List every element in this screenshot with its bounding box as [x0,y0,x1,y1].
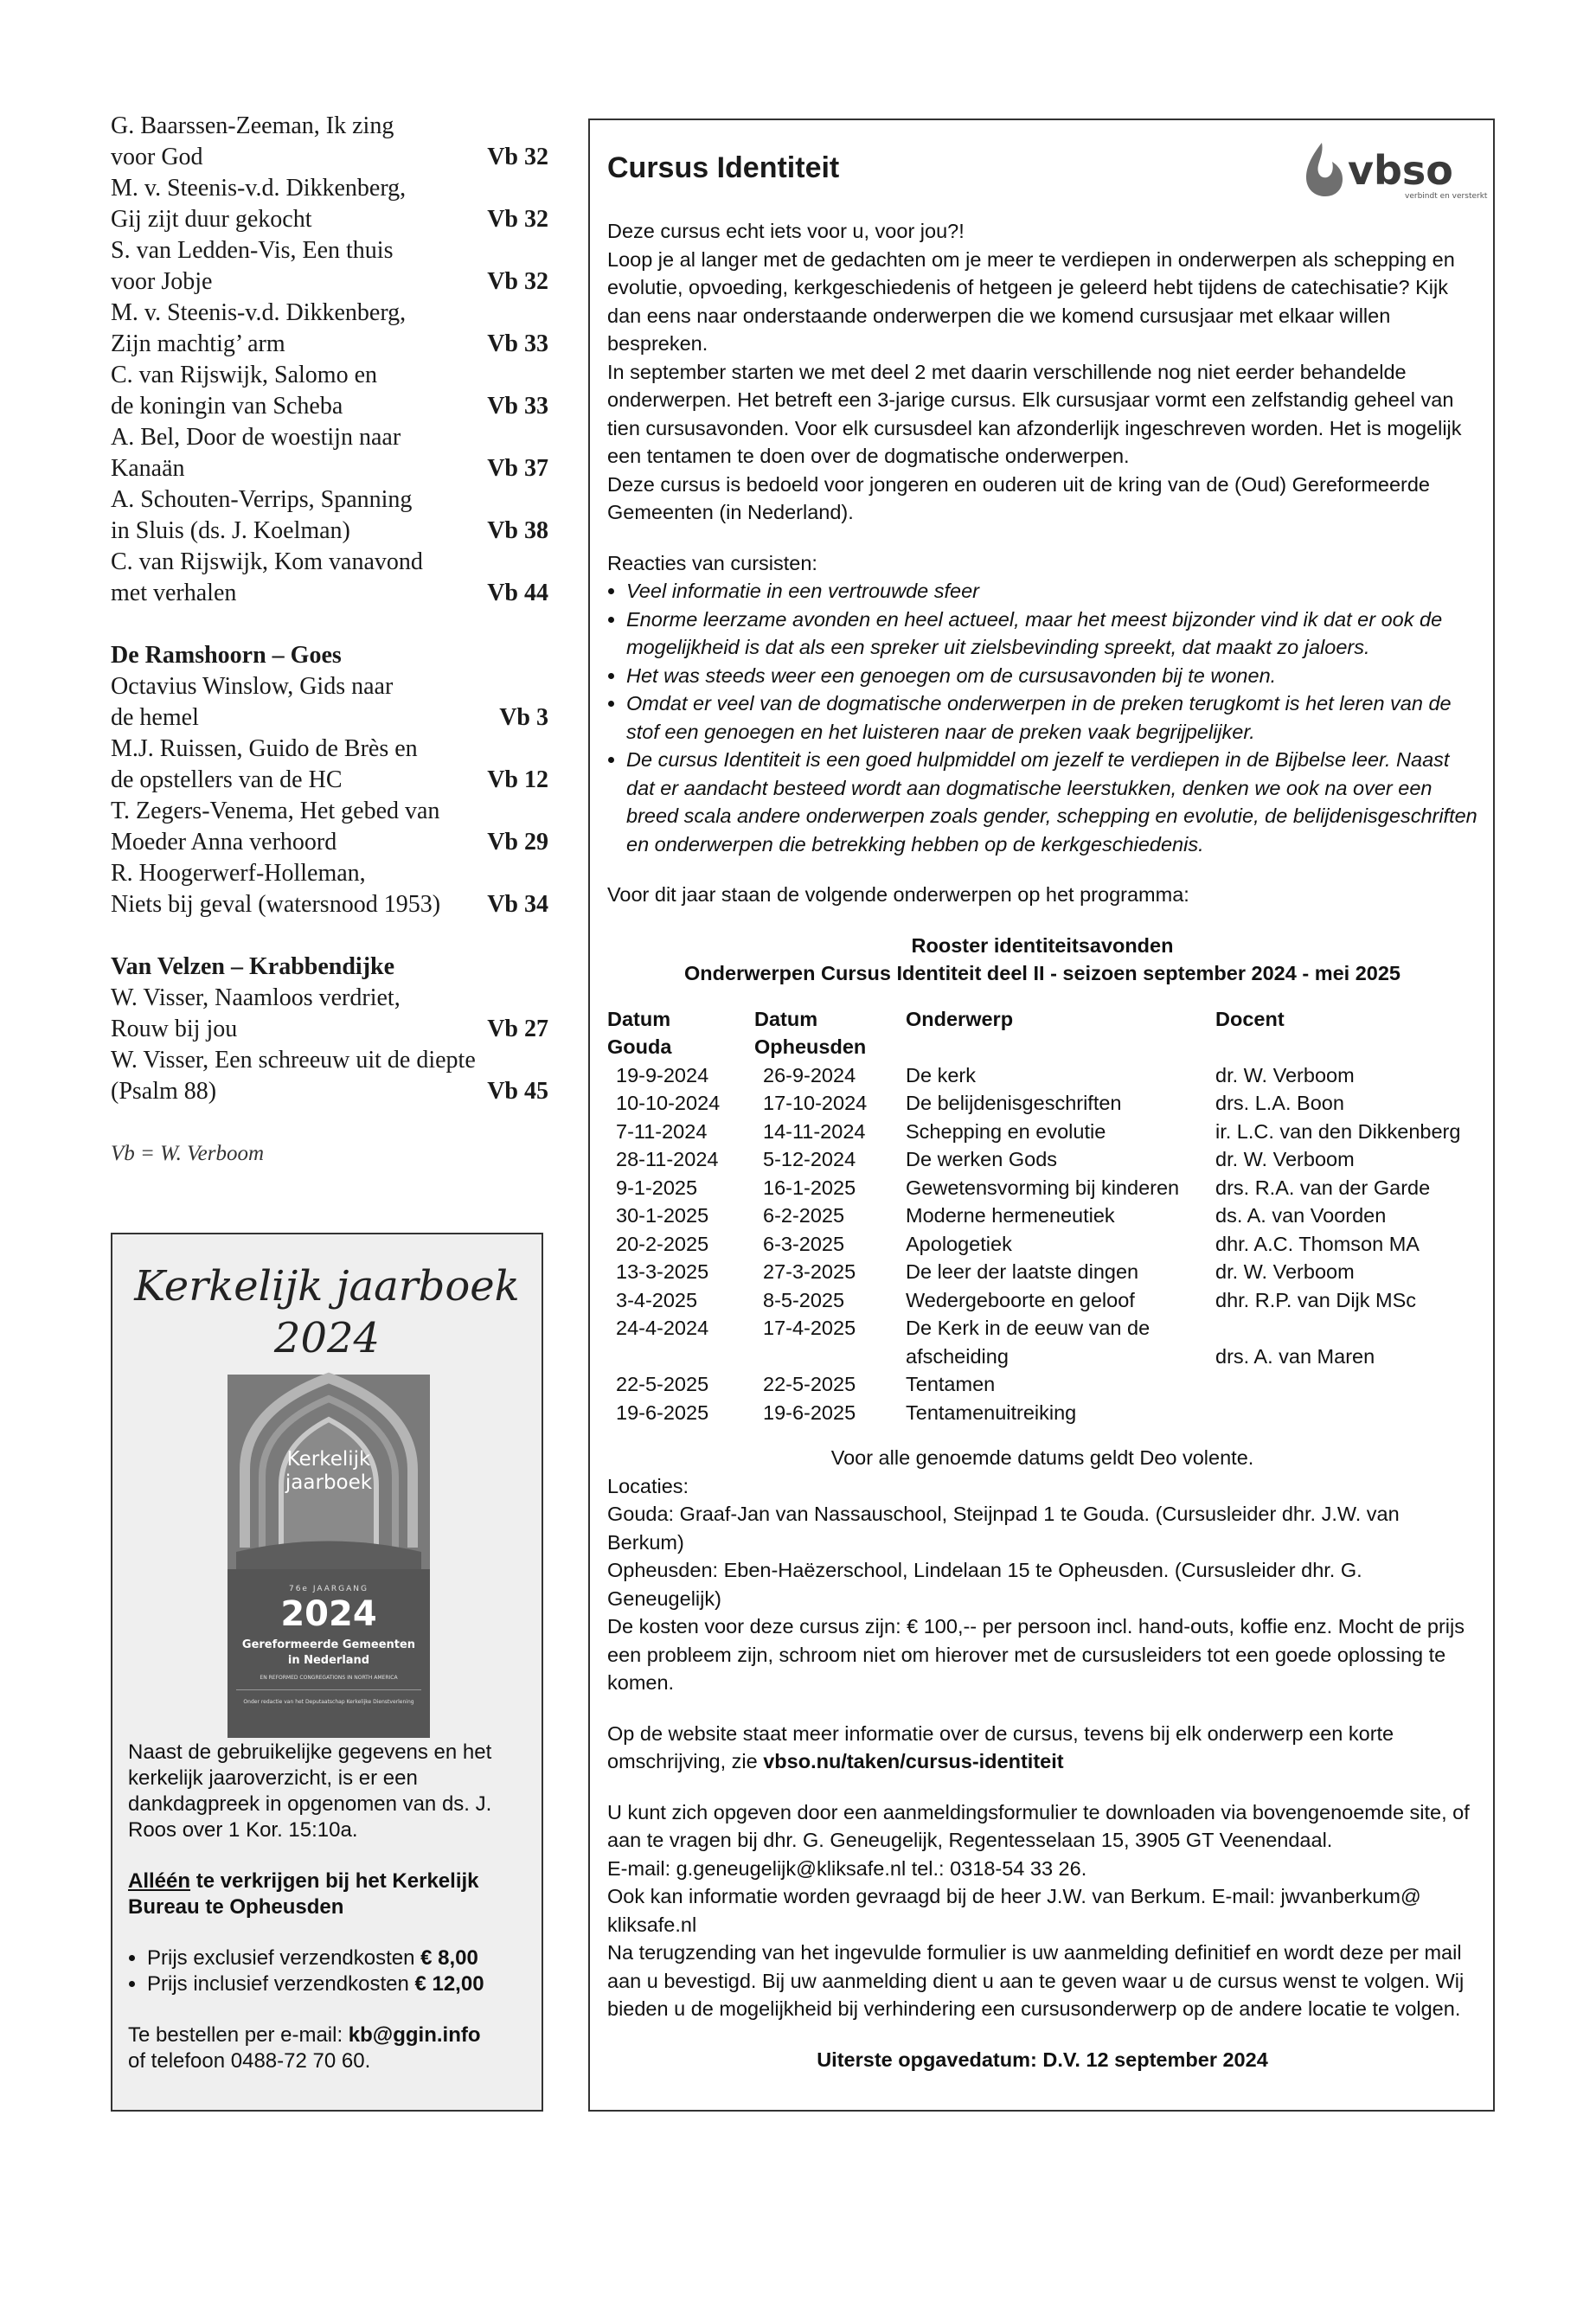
cell-topic: Schepping en evolutie [906,1119,1106,1143]
cell-date-gouda: 7-11-2024 [616,1119,708,1143]
book-reference: Vb 34 [487,891,548,918]
cell-teacher: drs. L.A. Boon [1215,1092,1344,1114]
cell-date-gouda: 10-10-2024 [616,1092,721,1114]
cell-topic: De leer der laatste dingen [906,1260,1139,1283]
website-info [607,1720,1477,1776]
schedule-title: Rooster identiteitsavonden [911,933,1174,957]
price-value: € 12,00 [414,1972,484,1996]
cell-teacher: ir. L.C. van den Dikkenberg [1215,1119,1461,1143]
yearbook-advertisement [111,1233,543,2112]
group-title-van-velzen: Van Velzen – Krabbendijke [111,953,395,980]
book-reference: Vb 38 [487,517,548,544]
vbso-logo-text: vbso [1348,147,1453,194]
book-entry [111,796,548,858]
book-entry [111,173,548,235]
book-title: Octavius Winslow, Gids naar de hemel [111,673,394,731]
table-row [607,1061,1481,1090]
book-title: R. Hoogerwerf-Holleman, Niets bij geval (watersnood 1953) [111,860,441,918]
cell-date-opheusden: 16-1-2025 [763,1176,856,1199]
reactions-title: Reacties van cursisten: [607,551,817,574]
book-reference: Vb 27 [487,1016,548,1042]
book-title: C. van Rijswijk, Salomo en de koningin van Scheba [111,362,377,420]
cell-date-opheusden: 14-11-2024 [763,1119,866,1143]
ad-availability-rest: te verkrijgen bij het Kerkelijk Bureau te Opheusden [128,1869,479,1919]
footnote: Vb = W. Verboom [111,1142,265,1165]
table-row [607,1370,1481,1399]
cell-topic: De kerk [906,1063,976,1086]
cell-date-gouda [607,1343,754,1371]
reaction-quote: • Omdat er veel van de dogmatische onderwerpen in de preken terugkomt is het leren van de stof een genoegen en het luisteren naar de preken vaak begrijpelijker. [626,689,1477,746]
cell-topic: Apologetiek [906,1232,1012,1255]
cell-topic: Wedergeboorte en geloof [906,1288,1135,1311]
schedule-subtitle: Onderwerpen Cursus Identiteit deel II - seizoen september 2024 - mei 2025 [683,962,1401,984]
locations-title: Locaties: [607,1474,689,1497]
cell-teacher: ds. A. van Voorden [1215,1204,1387,1227]
cover-edition: 76e JAARGANG [288,1585,369,1593]
table-row [607,1089,1481,1118]
signup-paragraph: U kunt zich opgeven door een aanmeldingsformulier te downloaden via bovengenoemde site, of aan te vragen bij dhr. G. Geneugelijk, Regentesselaan 15, 3905 GT Veenendaal. [607,1800,1470,1851]
cell-date-gouda: 13-3-2025 [616,1260,709,1283]
cover-arch-graphic [228,1375,430,1738]
vbso-tagline: verbindt en versterkt [1405,192,1488,201]
order-phone: of telefoon 0488-72 70 60. [128,2049,371,2073]
cell-date-opheusden: 6-2-2025 [763,1204,845,1227]
book-reference: Vb 3 [499,704,548,731]
table-row [607,1230,1481,1259]
cell-topic: Moderne hermeneutiek [906,1204,1115,1227]
book-reference: Vb 37 [487,455,548,482]
ad-title [112,1260,542,1364]
cover-year: 2024 [280,1594,377,1634]
cell-date-gouda: 22-5-2025 [616,1373,709,1395]
cover-title-line2: jaarboek [285,1471,373,1494]
book-title: T. Zegers-Venema, Het gebed van Moeder Anna verhoord [111,798,440,856]
cell-date-opheusden [754,1343,906,1371]
book-entry [111,1045,548,1107]
signup-confirmation: Na terugzending van het ingevulde formulier is uw aanmelding definitief en wordt deze per mail aan u bevestigd. Bij uw aanmelding dient u aan te geven waar u de cursus wenst te volgen. Wij bieden u de mogelijkheid bij verhindering een cursusonderwerp op de andere locatie te volgen. [607,1941,1465,2020]
cell-topic: afscheiding [906,1344,1009,1368]
book-entry [111,484,548,547]
cell-date-gouda: 28-11-2024 [616,1148,719,1170]
cell-teacher: dhr. A.C. Thomson MA [1215,1232,1420,1255]
book-title: W. Visser, Naamloos verdriet, Rouw bij jou [111,984,401,1042]
order-email-link[interactable]: kb@ggin.info [348,2023,481,2047]
price-item-inclusive [147,1971,531,1997]
ad-availability-emphasis: Alléén [128,1869,191,1893]
website-link[interactable]: vbso.nu/taken/cursus-identiteit [763,1750,1064,1772]
cell-teacher: drs. A. van Maren [1215,1344,1375,1368]
book-entry [111,547,548,609]
cover-title-line1: Kerkelijk [286,1448,371,1471]
cell-date-opheusden: 26-9-2024 [763,1063,856,1086]
course-announcement [588,119,1495,2112]
cover-org-line3: EN REFORMED CONGREGATIONS IN NORTH AMERICA [260,1675,398,1681]
table-row [607,1258,1481,1286]
cell-date-opheusden: 5-12-2024 [763,1148,856,1170]
intro-paragraph-2: In september starten we met deel 2 met daarin verschillende nog niet eerder behandelde onderwerpen. Het betreft een 3-jarige cursus. Elk cursusjaar vormt een zelfstandig geheel van tien cursusavonden. Voor elk cursusdeel kan afzonderlijk ingeschreven worden. Het is mogelijk een tentamen te doen over de dogmatische onderwerpen. [607,360,1462,467]
cell-teacher: dhr. R.P. van Dijk MSc [1215,1288,1417,1311]
intro-paragraph-3: Deze cursus is bedoeld voor jongeren en ouderen uit de kring van de (Oud) Gereformeerde Gemeenten (in Nederland). [607,472,1430,523]
cell-topic: De Kerk in de eeuw van de [906,1317,1151,1339]
cell-date-opheusden: 8-5-2025 [763,1288,845,1311]
cell-teacher: dr. W. Verboom [1215,1260,1355,1283]
ad-availability [128,1868,531,1920]
book-group-3 [111,983,548,1107]
book-entry [111,235,548,298]
signup-deadline: Uiterste opgavedatum: D.V. 12 september 2024 [817,2048,1268,2071]
cell-date-opheusden: 27-3-2025 [763,1260,856,1283]
book-reference: Vb 12 [487,766,548,793]
column-header-topic: Onderwerp [906,1007,1014,1030]
book-group-2 [111,671,548,920]
location-gouda: Gouda: Graaf-Jan van Nassauschool, Steijnpad 1 te Gouda. (Cursusleider dhr. J.W. van Berkum) [607,1503,1400,1554]
book-entry [111,360,548,422]
reaction-quote: • Het was steeds weer een genoegen om de cursusavonden bij te wonen. [626,662,1477,690]
book-entry [111,298,548,360]
book-group-1 [111,111,548,609]
cell-teacher [1215,1399,1481,1427]
cell-topic: Gewetensvorming bij kinderen [906,1176,1180,1199]
book-reference: Vb 32 [487,144,548,170]
table-row [607,1118,1481,1146]
book-title: M. v. Steenis-v.d. Dikkenberg, Gij zijt duur gekocht [111,175,407,233]
cell-topic: De werken Gods [906,1148,1058,1170]
cell-date-gouda: 24-4-2024 [616,1317,709,1339]
group-title-ramshoorn: De Ramshoorn – Goes [111,642,342,669]
cover-org-line1: Gereformeerde Gemeenten [241,1638,416,1651]
table-row [607,1202,1481,1230]
program-intro: Voor dit jaar staan de volgende onderwerpen op het programma: [607,883,1189,906]
book-title: W. Visser, Een schreeuw uit de diepte (Psalm 88) [111,1047,476,1105]
ad-intro: Naast de gebruikelijke gegevens en het kerkelijk jaaroverzicht, is er een dankdagpreek in opgenomen van ds. J. Roos over 1 Kor. 15:10a. [128,1740,492,1842]
ad-title-line2: 2024 [273,1314,381,1362]
schedule-table [607,1005,1481,1427]
book-entry [111,671,548,734]
book-reference: Vb 44 [487,580,548,606]
course-title: Cursus Identiteit [607,151,840,184]
table-row [607,1145,1481,1174]
table-row [607,1399,1481,1427]
book-reference: Vb 32 [487,268,548,295]
book-title: A. Bel, Door de woestijn naar Kanaän [111,424,401,482]
book-title: C. van Rijswijk, Kom vanavond met verhalen [111,548,423,606]
cell-date-gouda: 19-9-2024 [616,1063,709,1086]
cell-topic: De belijdenisgeschriften [906,1092,1122,1114]
vbso-drop-icon [1306,143,1343,196]
reaction-quote: • De cursus Identiteit is een goed hulpmiddel om jezelf te verdiepen in de Bijbelse leer. Naast dat er aandacht besteed wordt aan dogmatische leerstukken, denken we ook na over een breed scala andere onderwerpen zoals gender, schepping en evolutie, de belijdenisgeschriften en onderwerpen die betrekking hebben op de kerkgeschiedenis. [626,746,1477,858]
yearbook-cover-image [228,1375,430,1738]
book-title: G. Baarssen-Zeeman, Ik zing voor God [111,112,394,170]
cell-date-gouda: 30-1-2025 [616,1204,709,1227]
price-value: € 8,00 [420,1946,478,1970]
cell-topic: Tentamenuitreiking [906,1400,1077,1424]
table-row [607,1286,1481,1315]
book-entry [111,858,548,920]
book-title: M.J. Ruissen, Guido de Brès en de opstellers van de HC [111,735,418,793]
cover-org-line2: in Nederland [287,1654,370,1667]
book-reference: Vb 29 [487,829,548,856]
column-header-gouda: Datum Gouda [607,1007,672,1058]
column-header-teacher: Docent [1215,1007,1285,1030]
signup-contact: E-mail: g.geneugelijk@kliksafe.nl tel.: 0318-54 33 26. [607,1856,1087,1880]
cell-date-opheusden: 17-4-2025 [763,1317,856,1339]
cell-date-gouda: 19-6-2025 [616,1400,709,1424]
order-prefix: Te bestellen per e-mail: [128,2023,349,2047]
cell-date-opheusden: 19-6-2025 [763,1400,856,1424]
cell-teacher [1215,1370,1481,1399]
book-reference: Vb 32 [487,206,548,233]
book-title: A. Schouten-Verrips, Spanning in Sluis (ds. J. Koelman) [111,486,413,544]
price-label: Prijs exclusief verzendkosten [147,1946,421,1970]
cell-date-opheusden: 17-10-2024 [763,1092,868,1114]
price-label: Prijs inclusief verzendkosten [147,1972,415,1996]
table-header-row [607,1005,1481,1061]
book-reference: Vb 33 [487,330,548,357]
ad-order-info [128,2022,531,2074]
cell-teacher: dr. W. Verboom [1215,1148,1355,1170]
book-reference: Vb 33 [487,393,548,420]
cell-date-gouda: 9-1-2025 [616,1176,698,1199]
intro-question: Deze cursus echt iets voor u, voor jou?! [607,220,965,242]
cell-teacher [1215,1314,1481,1343]
website-prefix: Op de website staat meer informatie over de cursus, tevens bij elk onderwerp een korte omschrijving, zie [607,1721,1394,1772]
cell-date-opheusden: 22-5-2025 [763,1373,856,1395]
ad-title-line1: Kerkelijk jaarboek [134,1262,520,1311]
vbso-logo [1303,139,1488,202]
reaction-quote: • Enorme leerzame avonden en heel actueel, maar het meest bijzonder vind ik dat er ook de mogelijkheid is dat als een spreker uit zielsbevinding spreekt, dat maakt zo jaloers. [626,606,1477,662]
book-entry [111,983,548,1045]
cell-date-gouda: 20-2-2025 [616,1232,709,1255]
cell-date-opheusden: 6-3-2025 [763,1232,845,1255]
book-title: S. van Ledden-Vis, Een thuis voor Jobje [111,237,394,295]
cover-editor: Onder redactie van het Deputaatschap Kerkelijke Dienstverlening [243,1699,414,1705]
column-header-opheusden: Datum Opheusden [754,1007,867,1058]
book-entry [111,734,548,796]
book-entry [111,422,548,484]
ad-price-list [128,1945,531,1997]
course-costs: De kosten voor deze cursus zijn: € 100,-- per persoon incl. hand-outs, koffie enz. Mocht de prijs een probleem zijn, schroom niet om hierover met de cursusleiders tot een goede oplossing te komen. [607,1615,1465,1694]
ad-body [128,1740,531,2099]
book-reference: Vb 45 [487,1078,548,1105]
intro-paragraph-1: Loop je al langer met de gedachten om je meer te verdiepen in onderwerpen als schepping en evolutie, opvoeding, kerkgeschiedenis of hetgeen je geleerd hebt tijdens de catechisatie? Kijk dan eens naar onderstaande onderwerpen die we komend cursusjaar met elkaar willen bespreken. [607,247,1455,355]
book-title: M. v. Steenis-v.d. Dikkenberg, Zijn machtig’ arm [111,299,407,357]
table-row [607,1314,1481,1343]
book-list [111,111,548,1170]
reactions-list [607,577,1477,858]
table-row [607,1343,1481,1371]
location-opheusden: Opheusden: Eben-Haëzerschool, Lindelaan 15 te Opheusden. (Cursusleider dhr. G. Geneugelijk) [607,1559,1362,1610]
cell-teacher: drs. R.A. van der Garde [1215,1176,1431,1199]
signup-alt-contact: Ook kan informatie worden gevraagd bij de heer J.W. van Berkum. E-mail: jwvanberkum@ kliksafe.nl [607,1885,1421,1936]
cell-teacher: dr. W. Verboom [1215,1063,1355,1086]
cell-date-gouda: 3-4-2025 [616,1288,698,1311]
cell-topic: Tentamen [906,1373,996,1395]
course-body [607,217,1477,2073]
reaction-quote: • Veel informatie in een vertrouwde sfeer [626,577,1477,606]
table-row [607,1174,1481,1202]
price-item-exclusive [147,1945,531,1971]
deo-volente-note: Voor alle genoemde datums geldt Deo volente. [830,1446,1254,1469]
book-entry [111,111,548,173]
